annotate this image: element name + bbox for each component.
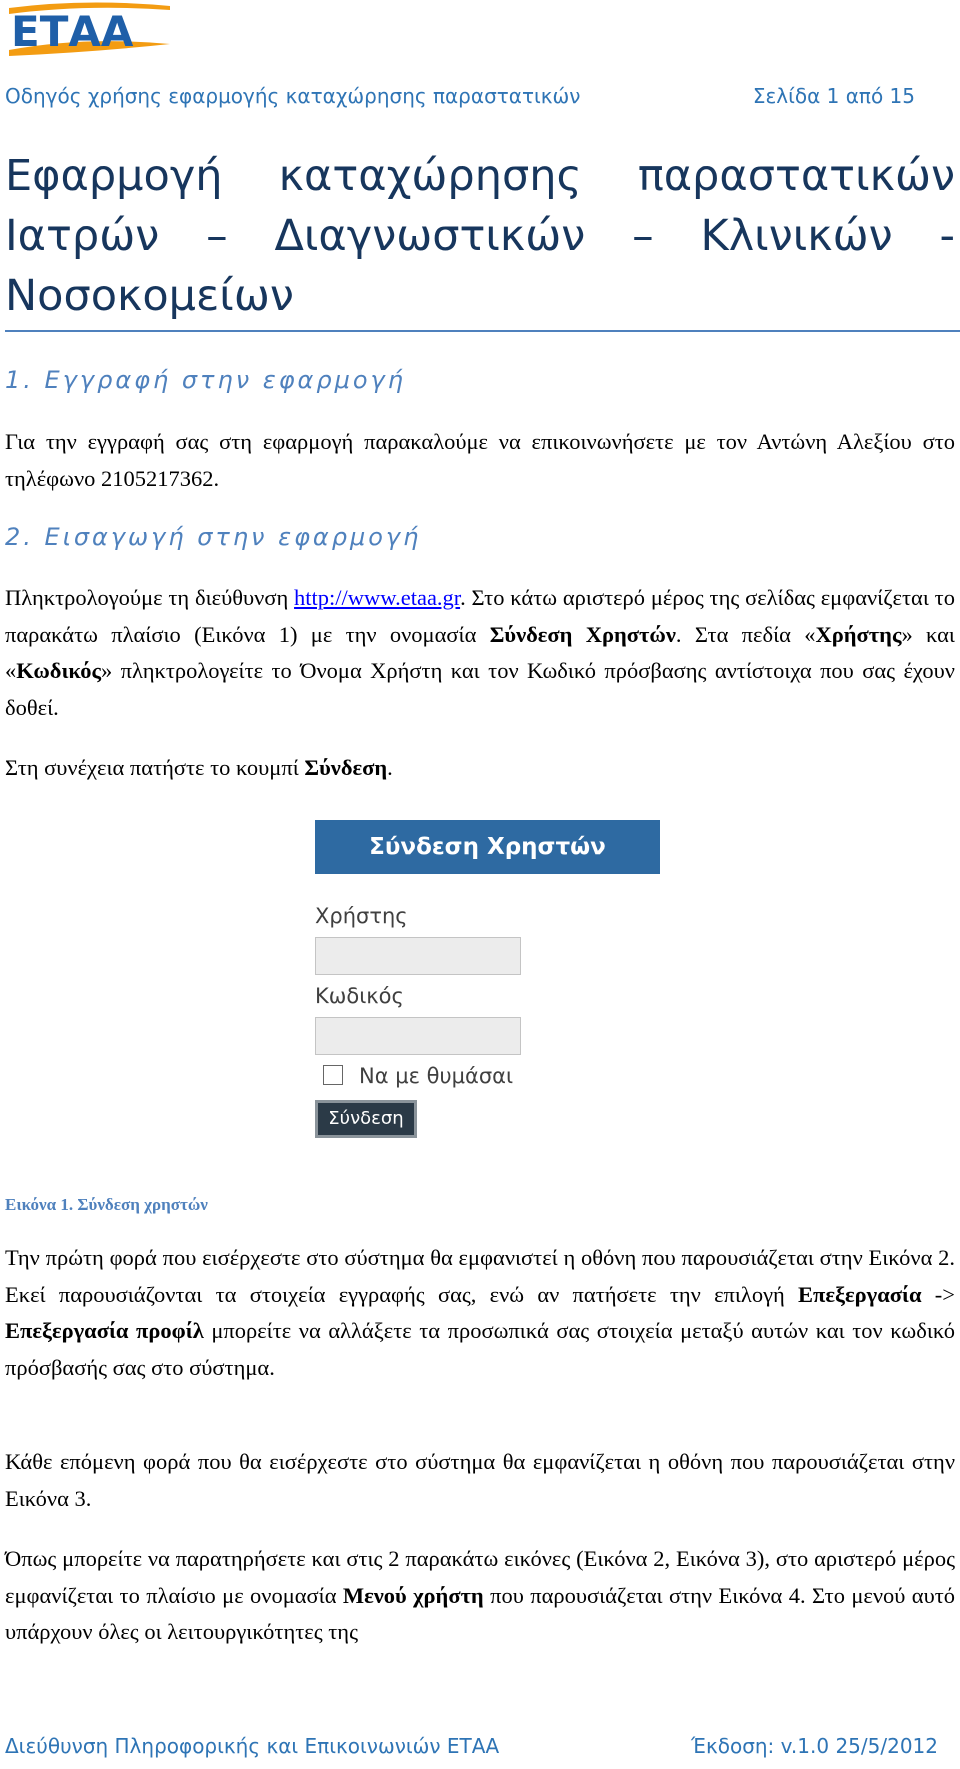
running-header-title: Οδηγός χρήσης εφαρμογής καταχώρησης παραστατικών (5, 84, 581, 108)
section-1-text: Για την εγγραφή σας στη εφαρμογή παρακαλούμε να επικοινωνήσετε με τον Αντώνη Αλεξίου στο τηλέφωνο 2105217362. (5, 429, 955, 491)
paragraph-5: Όπως μπορείτε να παρατηρήσετε και στις 2 παρακάτω εικόνες (Εικόνα 2, Εικόνα 3), στο αριστερό μέρος εμφανίζεται το πλαίσιο με ονομασία Μενού χρήστη που παρουσιάζεται στην Εικόνα 4. Στο μενού αυτό υπάρχουν όλες οι λειτουργικότητες της (5, 1546, 955, 1644)
password-label: Κωδικός (315, 984, 404, 1008)
paragraph-3: Την πρώτη φορά που εισέρχεστε στο σύστημα θα εμφανιστεί η οθόνη που παρουσιάζεται στην Εικόνα 2. Εκεί παρουσιάζονται τα στοιχεία εγγραφής σας, ενώ αν πατήσετε την επιλογή Επεξεργασία -> Επεξεργασία προφίλ μπορείτε να αλλάξετε τα προσωπικά σας στοιχεία μεταξύ αυτών και τον κωδικό πρόσβασής σας στο σύστημα. (5, 1245, 955, 1380)
section-1-heading: 1. Εγγραφή στην εφαρμογή (5, 366, 406, 394)
figure-caption: Εικόνα 1. Σύνδεση χρηστών (5, 1195, 208, 1214)
section-2-paragraph-2: Στη συνέχεια πατήστε το κουμπί Σύνδεση. (5, 755, 393, 780)
username-label: Χρήστης (315, 904, 408, 928)
etaa-link[interactable]: http://www.etaa.gr (294, 585, 461, 610)
footer-version: Έκδοση: v.1.0 25/5/2012 (691, 1734, 938, 1758)
password-input[interactable] (315, 1017, 521, 1055)
paragraph-4: Κάθε επόμενη φορά που θα εισέρχεστε στο σύστημα θα εμφανίζεται η οθόνη που παρουσιάζεται στην Εικόνα 3. (5, 1449, 955, 1511)
remember-me-label: Να με θυμάσαι (359, 1064, 514, 1088)
logo-text: ΕΤΑΑ (11, 7, 134, 56)
footer-department: Διεύθυνση Πληροφορικής και Επικοινωνιών ΕΤΑΑ (5, 1734, 500, 1758)
document-title: Εφαρμογή καταχώρησης παραστατικών Ιατρών – Διαγνωστικών – Κλινικών - Νοσοκομείων (5, 151, 955, 321)
etaa-logo (5, 0, 173, 58)
remember-me-checkbox[interactable] (323, 1065, 343, 1085)
page-number: Σελίδα 1 από 15 (752, 84, 915, 108)
login-button[interactable]: Σύνδεση (315, 1100, 417, 1138)
title-divider (5, 330, 960, 332)
username-input[interactable] (315, 937, 521, 975)
section-2-heading: 2. Εισαγωγή στην εφαρμογή (5, 523, 422, 551)
login-widget (315, 820, 665, 1140)
section-2-paragraph-1: Πληκτρολογούμε τη διεύθυνση http://www.etaa.gr. Στο κάτω αριστερό μέρος της σελίδας εμφανίζεται το παρακάτω πλαίσιο (Εικόνα 1) με την ονομασία Σύνδεση Χρηστών. Στα πεδία «Χρήστης» και «Κωδικός» πληκτρολογείτε το Όνομα Χρήστη και τον Κωδικό πρόσβασης αντίστοιχα που σας έχουν δοθεί. (5, 585, 955, 720)
login-widget-title: Σύνδεση Χρηστών (315, 820, 660, 874)
